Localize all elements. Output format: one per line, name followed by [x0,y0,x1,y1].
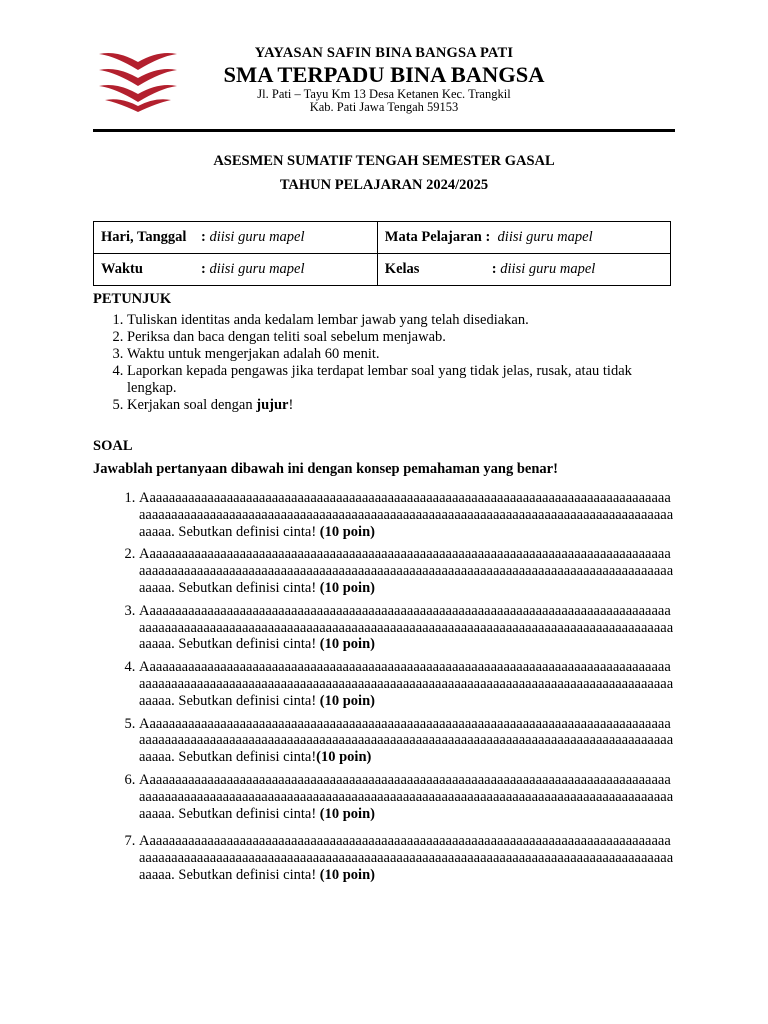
time-value: diisi guru mapel [209,261,305,277]
instruction-item [127,397,675,414]
date-cell [94,222,378,254]
letterhead-divider [93,129,675,132]
school-logo-icon [95,48,181,114]
question-item [139,546,675,596]
question-text: Aaaaaaaaaaaaaaaaaaaaaaaaaaaaaaaaaaaaaaaaaaaaaaaaaaaaaaaaaaaaaaaaaaaaaaaaaaaaaaaaaaaaaaaaaaaaaaaaaaaaaaaaaaaaaaaaaaaaaaaaaaaaaaaaaaaaaaaaaaaaaaaaaaaaaaaaaaaaaaaaaaaaaaaaaa. Sebutkan definisi cinta! [139,771,674,822]
question-points: (10 poin) [319,579,375,596]
address-line-2: Kab. Pati Jawa Tengah 59153 [309,100,459,114]
question-item [139,772,675,822]
instruction-emphasis: jujur [256,397,289,413]
academic-year: TAHUN PELAJARAN 2024/2025 [279,177,489,193]
foundation-name: YAYASAN SAFIN BINA BANGSA PATI [254,45,514,61]
question-text: Aaaaaaaaaaaaaaaaaaaaaaaaaaaaaaaaaaaaaaaaaaaaaaaaaaaaaaaaaaaaaaaaaaaaaaaaaaaaaaaaaaaaaaaaaaaaaaaaaaaaaaaaaaaaaaaaaaaaaaaaaaaaaaaaaaaaaaaaaaaaaaaaaaaaaaaaaaaaaaaaaaaaaaaaaa. Sebutkan definisi cinta! [139,715,674,766]
instruction-item: 2. Periksa dan baca dengan teliti soal sebelum menjawab. [127,329,675,346]
exam-title: ASESMEN SUMATIF TENGAH SEMESTER GASAL [213,153,555,169]
instruction-prefix: Kerjakan soal dengan [127,397,257,413]
question-points: (10 poin) [319,866,375,883]
subject-cell [377,222,670,254]
class-cell [377,254,670,286]
instructions-list [93,312,675,414]
time-label: Waktu [101,261,143,277]
subject-label: Mata Pelajaran : [384,229,491,245]
class-separator: : [491,261,497,277]
question-text: Aaaaaaaaaaaaaaaaaaaaaaaaaaaaaaaaaaaaaaaaaaaaaaaaaaaaaaaaaaaaaaaaaaaaaaaaaaaaaaaaaaaaaaaaaaaaaaaaaaaaaaaaaaaaaaaaaaaaaaaaaaaaaaaaaaaaaaaaaaaaaaaaaaaaaaaaaaaaaaaaaaaaaaaaaa. Sebutkan definisi cinta! [139,602,674,653]
questions-title: SOAL [93,438,133,454]
question-points: (10 poin) [319,523,375,540]
question-text: Aaaaaaaaaaaaaaaaaaaaaaaaaaaaaaaaaaaaaaaaaaaaaaaaaaaaaaaaaaaaaaaaaaaaaaaaaaaaaaaaaaaaaaaaaaaaaaaaaaaaaaaaaaaaaaaaaaaaaaaaaaaaaaaaaaaaaaaaaaaaaaaaaaaaaaaaaaaaaaaaaaaaaaaaaa. Sebutkan definisi cinta! [139,833,674,883]
question-points: (10 poin) [319,805,375,822]
question-points: (10 poin) [319,636,375,653]
questions-instruction: Jawablah pertanyaan dibawah ini dengan konsep pemahaman yang benar! [93,461,558,477]
question-item [139,659,675,709]
class-label: Kelas [384,261,420,277]
questions-list [93,490,675,890]
question-points: (10 poin) [319,692,375,709]
exam-info-table [93,221,671,286]
instruction-item: 3. Waktu untuk mengerjakan adalah 60 menit. [127,346,675,363]
instruction-item: 4. Laporkan kepada pengawas jika terdapat lembar soal yang tidak jelas, rusak, atau tidak lengkap. [127,363,675,397]
instruction-item: 1. Tuliskan identitas anda kedalam lembar jawab yang telah disediakan. [127,312,675,329]
instructions-title: PETUNJUK [93,291,172,307]
question-item [139,490,675,540]
question-text: Aaaaaaaaaaaaaaaaaaaaaaaaaaaaaaaaaaaaaaaaaaaaaaaaaaaaaaaaaaaaaaaaaaaaaaaaaaaaaaaaaaaaaaaaaaaaaaaaaaaaaaaaaaaaaaaaaaaaaaaaaaaaaaaaaaaaaaaaaaaaaaaaaaaaaaaaaaaaaaaaaaaaaaaaaa. Sebutkan definisi cinta! [139,546,674,596]
date-separator: : [201,229,206,245]
date-label: Hari, Tanggal [101,229,187,245]
instruction-suffix: ! [288,397,294,413]
question-points: (10 poin) [316,749,372,766]
question-item [139,603,675,653]
question-item [139,716,675,766]
class-value: diisi guru mapel [500,261,596,277]
question-text: Aaaaaaaaaaaaaaaaaaaaaaaaaaaaaaaaaaaaaaaaaaaaaaaaaaaaaaaaaaaaaaaaaaaaaaaaaaaaaaaaaaaaaaaaaaaaaaaaaaaaaaaaaaaaaaaaaaaaaaaaaaaaaaaaaaaaaaaaaaaaaaaaaaaaaaaaaaaaaaaaaaaaaaaaaa. Sebutkan definisi cinta! [139,490,674,540]
question-item [139,833,675,883]
address-line-1: Jl. Pati – Tayu Km 13 Desa Ketanen Kec. Trangkil [257,87,511,101]
date-value: diisi guru mapel [209,229,305,245]
question-text: Aaaaaaaaaaaaaaaaaaaaaaaaaaaaaaaaaaaaaaaaaaaaaaaaaaaaaaaaaaaaaaaaaaaaaaaaaaaaaaaaaaaaaaaaaaaaaaaaaaaaaaaaaaaaaaaaaaaaaaaaaaaaaaaaaaaaaaaaaaaaaaaaaaaaaaaaaaaaaaaaaaaaaaaaaa. Sebutkan definisi cinta! [139,659,674,709]
school-name: SMA TERPADU BINA BANGSA [223,62,545,87]
time-cell [94,254,378,286]
time-separator: : [201,261,206,277]
subject-value: diisi guru mapel [497,229,593,245]
